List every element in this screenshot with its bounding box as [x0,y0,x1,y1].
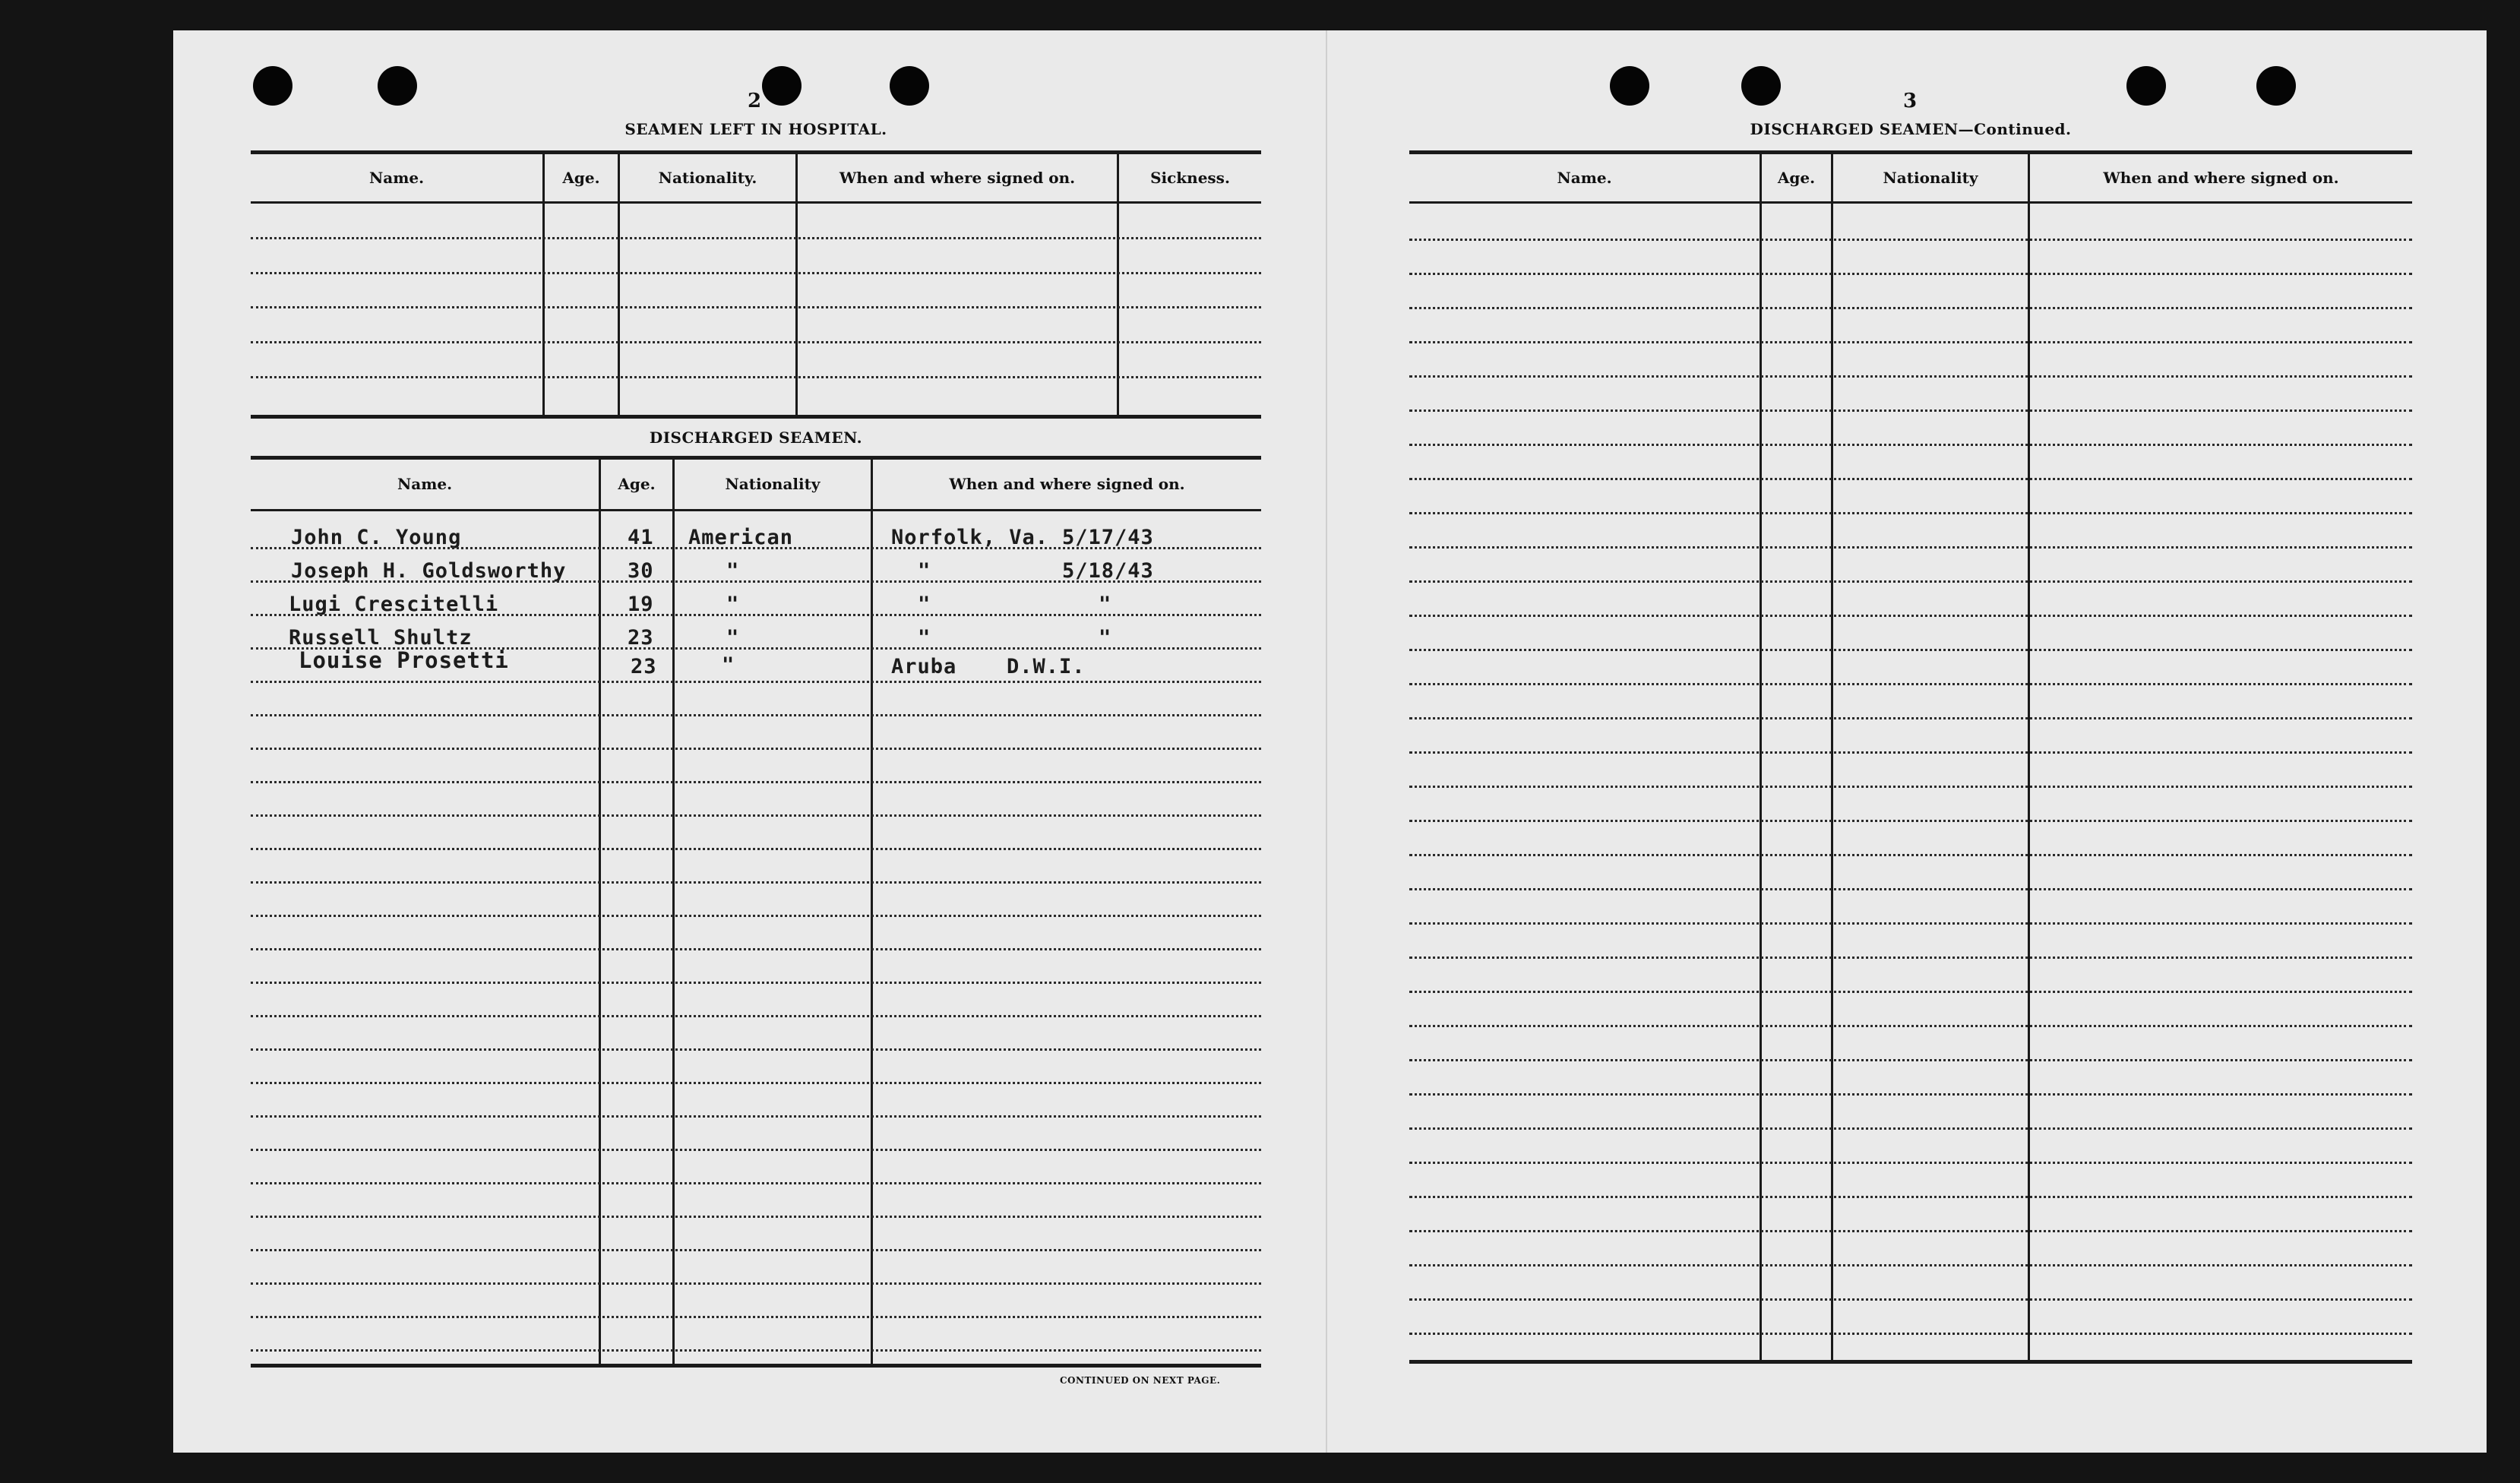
discharged-col-nationality: Nationality [725,475,821,493]
right-col-name: Name. [1557,169,1612,187]
ruled-line [1409,1298,2412,1301]
continued-note: CONTINUED ON NEXT PAGE. [1060,1375,1221,1386]
ruled-line [251,1115,1261,1118]
document-scan [173,30,2487,1453]
seaman-age: 30 [628,559,654,583]
seaman-signed-date: " [1099,626,1112,650]
seaman-signed-place: " [918,559,931,583]
ruled-line [251,580,1261,583]
ruled-line [251,1015,1261,1017]
hospital-header-rule [251,201,1261,204]
seaman-name: Russell Shultz [289,626,473,650]
ruled-line [1409,1059,2412,1061]
ruled-line [1409,820,2412,822]
seaman-name: Joseph H. Goldsworthy [291,559,567,583]
left-page-number: 2 [748,90,762,112]
right-col-divider [1760,154,1762,1360]
ruled-line [251,748,1261,750]
hospital-section-title: SEAMEN LEFT IN HOSPITAL. [624,120,887,138]
seaman-age: 23 [631,655,657,678]
ruled-line [1409,1264,2412,1266]
ruled-line [1409,546,2412,549]
ruled-line [1409,409,2412,412]
ruled-line [251,376,1261,378]
discharged-col-signed-on: When and where signed on. [949,475,1185,493]
right-top-rule [1409,150,2412,154]
ruled-line [251,341,1261,343]
ruled-line [251,306,1261,308]
right-header-rule [1409,201,2412,204]
ruled-line [251,982,1261,984]
ruled-line [1409,683,2412,685]
binder-hole [2256,66,2296,106]
hospital-col-signed-on: When and where signed on. [839,169,1076,187]
ruled-line [1409,649,2412,651]
ruled-line [1409,786,2412,788]
seaman-age: 23 [628,626,654,650]
discharged-bottom-rule [251,1364,1261,1368]
seaman-nationality: " [726,559,740,583]
ruled-line [1409,717,2412,719]
hospital-top-rule [251,150,1261,154]
ruled-line [251,948,1261,950]
ruled-line [251,1249,1261,1251]
ruled-line [251,1048,1261,1051]
seaman-name: Louise Prosetti [299,647,509,673]
ruled-line [251,1182,1261,1184]
ruled-line [1409,1333,2412,1335]
ruled-line [1409,273,2412,275]
ruled-line [251,1349,1261,1352]
binder-hole [1741,66,1781,106]
ruled-line [1409,580,2412,583]
discharged-top-rule [251,456,1261,460]
ruled-line [251,848,1261,850]
seaman-signed-place: " [918,626,931,650]
seaman-age: 19 [628,593,654,616]
binder-hole [253,66,292,106]
binder-hole [890,66,929,106]
ruled-line [251,1316,1261,1318]
ruled-line [1409,1093,2412,1096]
discharged-col-divider [871,460,873,1364]
seaman-name: Lugi Crescitelli [289,593,499,616]
ruled-line [1409,341,2412,343]
ruled-line [251,781,1261,783]
ruled-line [251,881,1261,884]
ruled-line [1409,1230,2412,1232]
right-col-divider [1831,154,1833,1360]
right-col-age: Age. [1777,169,1816,187]
seaman-nationality: American [688,526,794,549]
ruled-line [1409,854,2412,856]
ruled-line [251,681,1261,683]
seaman-nationality: " [726,593,740,616]
hospital-col-sickness: Sickness. [1150,169,1230,187]
ruled-line [251,614,1261,616]
discharged-col-age: Age. [618,475,656,493]
ruled-line [1409,888,2412,890]
ruled-line [1409,922,2412,925]
ruled-line [1409,991,2412,993]
ruled-line [1409,307,2412,309]
seaman-signed-date: 5/17/43 [1062,526,1154,549]
right-col-divider [2028,154,2030,1360]
discharged-col-divider [599,460,601,1364]
ruled-line [1409,444,2412,446]
seaman-name: John C. Young [291,526,462,549]
discharged-col-name: Name. [397,475,453,493]
ruled-line [251,1216,1261,1218]
ruled-line [251,547,1261,549]
discharged-header-rule [251,509,1261,511]
seaman-signed-place: Norfolk, Va. [891,526,1049,549]
ruled-line [251,647,1261,650]
ruled-line [251,714,1261,716]
page-fold [1326,30,1327,1453]
ruled-line [251,1082,1261,1084]
ruled-line [1409,1025,2412,1027]
seaman-nationality: " [722,653,735,677]
seaman-age: 41 [628,526,654,549]
seaman-signed-place: " [918,593,931,616]
hospital-col-nationality: Nationality. [658,169,757,187]
ruled-line [1409,1127,2412,1130]
ruled-line [1409,239,2412,241]
ruled-line [251,1149,1261,1151]
binder-hole [2126,66,2166,106]
right-page-number: 3 [1903,90,1918,112]
seaman-signed-date: 5/18/43 [1062,559,1154,583]
binder-hole [1610,66,1649,106]
ruled-line [251,814,1261,817]
ruled-line [251,1282,1261,1285]
right-col-nationality: Nationality [1883,169,1978,187]
ruled-line [1409,375,2412,378]
discharged-section-title: DISCHARGED SEAMEN. [649,428,863,447]
ruled-line [1409,1196,2412,1198]
seaman-nationality: " [726,626,740,650]
right-bottom-rule [1409,1360,2412,1364]
seaman-signed-date: D.W.I. [1007,655,1086,678]
ruled-line [251,272,1261,274]
binder-hole [378,66,417,106]
ruled-line [251,237,1261,239]
ruled-line [1409,751,2412,754]
binder-hole [762,66,802,106]
ruled-line [1409,1162,2412,1164]
discharged-col-divider [672,460,675,1364]
ruled-line [1409,512,2412,514]
ruled-line [1409,957,2412,959]
hospital-bottom-rule [251,415,1261,419]
seaman-signed-place: Aruba [891,655,957,678]
discharged-continued-title: DISCHARGED SEAMEN—Continued. [1750,120,2072,138]
seaman-signed-date: " [1099,593,1112,616]
ruled-line [1409,615,2412,617]
hospital-col-name: Name. [368,169,425,187]
right-col-signed-on: When and where signed on. [2103,169,2339,187]
ruled-line [251,915,1261,917]
hospital-col-age: Age. [562,169,600,187]
ruled-line [1409,478,2412,480]
